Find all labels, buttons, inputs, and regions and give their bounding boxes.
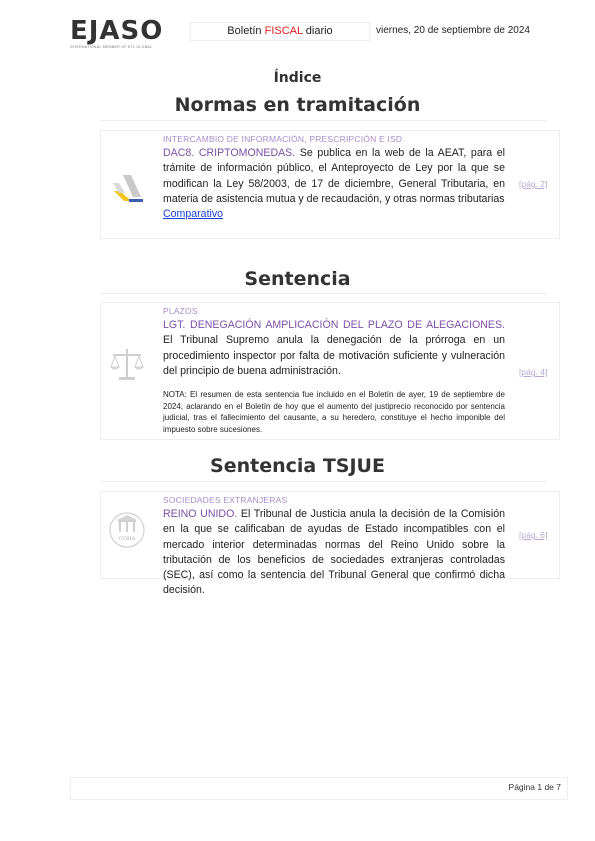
entry-summary: DAC8. CRIPTOMONEDAS. Se publica en la web de la AEAT, para el trámite de información público, el Anteproyecto de Ley por la que se modifican la Ley 58/2003, de 17 de diciembre, General Tributaria, en materia de asistencia mutua y de recaudación, y otras normas tributarias Comparativo — [163, 147, 505, 221]
page-ref-link[interactable]: [pág. 6] — [519, 530, 548, 540]
page-footer — [70, 777, 568, 800]
section-divider — [100, 120, 547, 121]
entry-headline: LGT. DENEGACIÓN AMPLICACIÓN DEL PLAZO DE ALEGACIONES. — [163, 319, 505, 331]
section-title-tsjue: Sentencia TSJUE — [210, 455, 385, 477]
entry-category: INTERCAMBIO DE INFORMACIÓN, PRESCRIPCIÓN E ISD — [163, 134, 403, 144]
bulletin-title-accent: FISCAL — [264, 25, 303, 37]
entry-summary: LGT. DENEGACIÓN AMPLICACIÓN DEL PLAZO DE ALEGACIONES. El Tribunal Supremo anula la denegación de la prórroga en un procedimiento inspector por falta de motivación suficiente y vulneración del principio de buena administración. — [163, 319, 505, 377]
scales-of-justice-icon — [107, 345, 147, 385]
index-heading: Índice — [273, 70, 322, 86]
section-divider — [100, 481, 547, 482]
curia-emblem-icon — [107, 510, 147, 550]
aeat-logo-icon — [107, 167, 147, 207]
emblem-text: CVRIA — [118, 536, 136, 542]
index-entry-card — [100, 130, 560, 239]
index-entry-card — [100, 302, 560, 440]
note-emphasis: constituye el hecho imponible del impuesto sobre sucesiones. — [163, 413, 505, 434]
logo-subtitle: INTERNATIONAL MEMBER OF ETL GLOBAL — [70, 45, 153, 49]
page-ref-link[interactable]: [pág. 2] — [519, 179, 548, 189]
entry-headline: DAC8. CRIPTOMONEDAS. — [163, 147, 296, 159]
bulletin-title: Boletín FISCAL diario — [190, 22, 370, 41]
page-ref-link[interactable]: [pág. 4] — [519, 367, 548, 377]
section-title-sentencia: Sentencia — [244, 268, 351, 290]
entry-headline: REINO UNIDO. — [163, 508, 238, 520]
index-entry-card — [100, 491, 560, 597]
entry-note: NOTA: El resumen de esta sentencia fue incluido en el Boletín de ayer, 19 de septiembre de 2024, aclarando en el Boletín de hoy que el aumento del justiprecio reconocido por sentencia judicial, tras el fallecimiento del causante, a su heredero, constituye el hecho imponible del impuesto sobre sucesiones. — [163, 390, 505, 434]
ejaso-logo — [70, 16, 164, 49]
note-label: NOTA: — [163, 390, 187, 399]
comparativo-link[interactable]: Comparativo — [163, 208, 224, 221]
entry-category: PLAZOS — [163, 306, 198, 316]
section-divider — [100, 293, 547, 294]
bulletin-date: viernes, 20 de septiembre de 2024 — [376, 25, 530, 36]
entry-category: SOCIEDADES EXTRANJERAS — [163, 495, 288, 505]
entry-summary: REINO UNIDO. El Tribunal de Justicia anula la decisión de la Comisión en la que se calificaban de ayudas de Estado incompatibles con el mercado interior determinadas normas del Reino Unido sobre la tributación de los beneficios de sociedades extranjeras controladas (SEC), así como la sentencia del Tribunal General que confirmó dicha decisión. — [163, 508, 505, 597]
logo-text: EJASO — [70, 16, 164, 46]
page-number: Página 1 de 7 — [508, 782, 561, 792]
section-title-normas: Normas en tramitación — [174, 94, 421, 116]
